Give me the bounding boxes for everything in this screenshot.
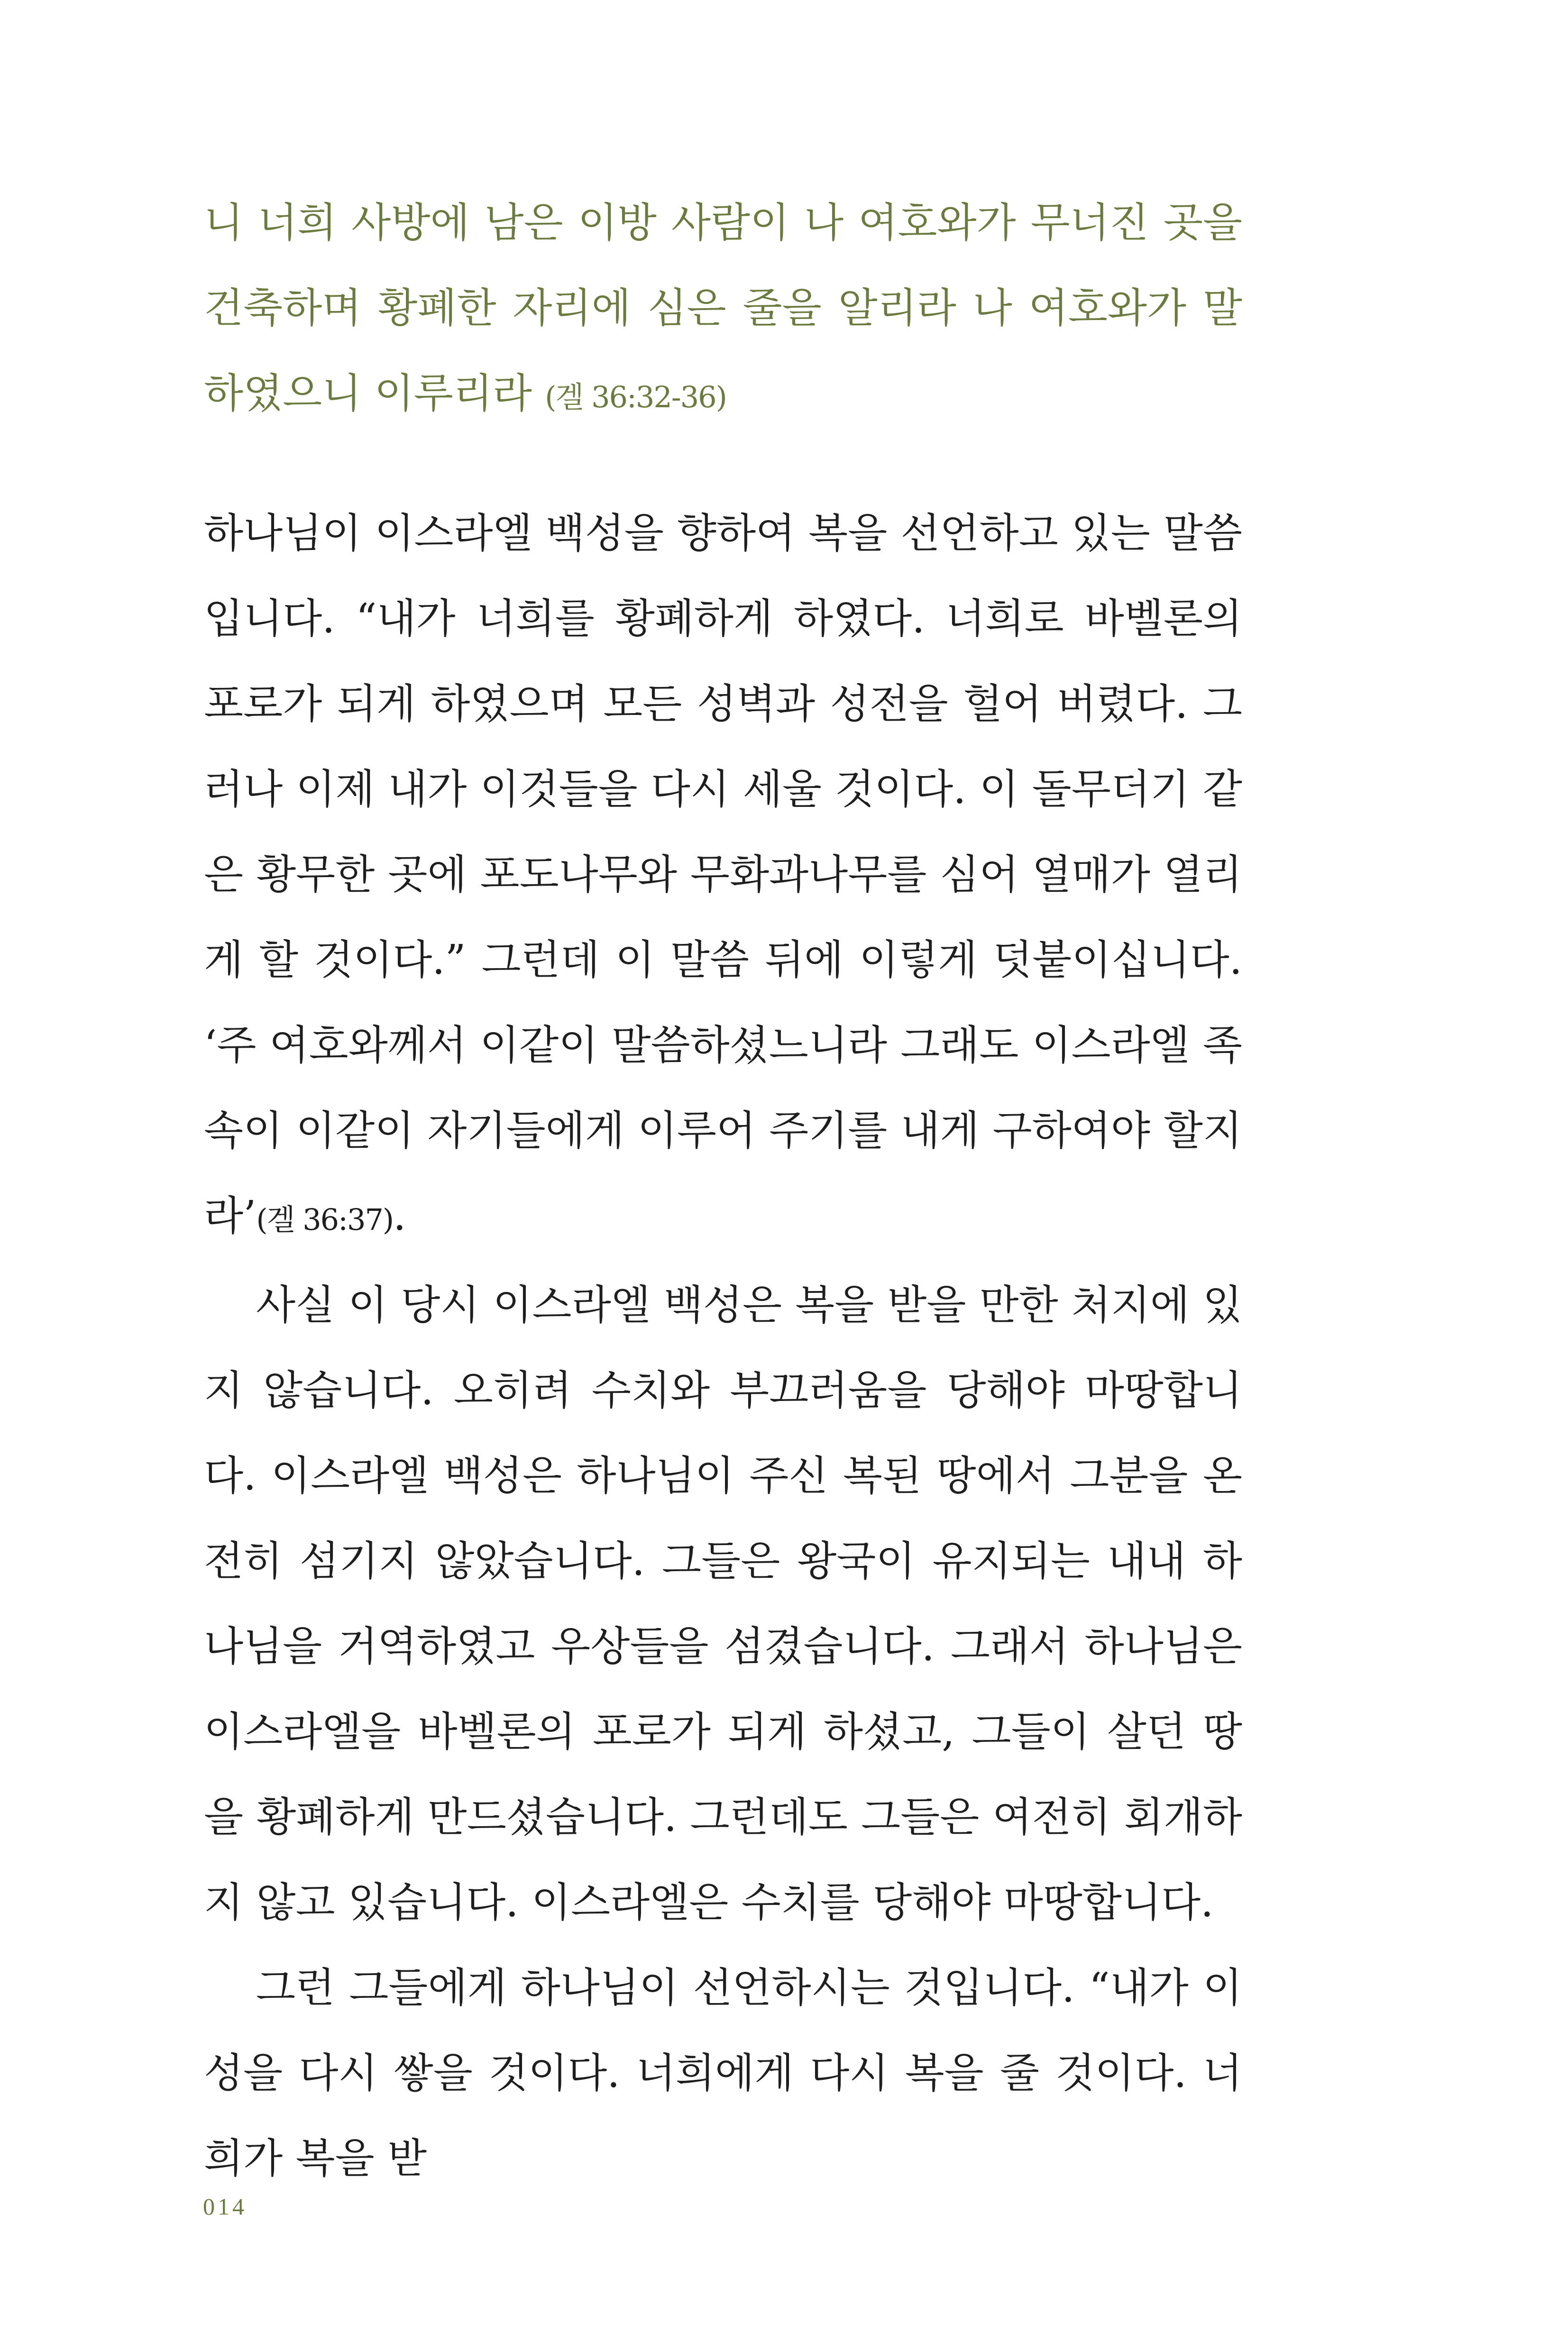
paragraph-3: 그런 그들에게 하나님이 선언하시는 것입니다. “내가 이 성을 다시 쌓을 것이다. 너희에게 다시 복을 줄 것이다. 너희가 복을 받 (204, 1964, 1242, 2182)
scripture-quote (204, 180, 1242, 440)
body-text (204, 491, 1242, 2201)
page-number: 014 (203, 2193, 247, 2220)
paragraph-1-end: . (393, 1192, 406, 1240)
paragraph-1-reference: (겔 36:37) (256, 1202, 394, 1237)
paragraph-1-text: 하나님이 이스라엘 백성을 향하여 복을 선언하고 있는 말씀입니다. “내가 너희를 황폐하게 하였다. 너희로 바벨론의 포로가 되게 하였으며 모든 성벽과 성전을 헐어 버렸다. 그러나 이제 내가 이것들을 다시 세울 것이다. 이 돌무더기 같은 황무한 곳에 포도나무와 무화과나무를 심어 열매가 열리게 할 것이다.” 그런데 이 말씀 뒤에 이렇게 덧붙이십니다. ‘주 여호와께서 이같이 말씀하셨느니라 그래도 이스라엘 족속이 이같이 자기들에게 이루어 주기를 내게 구하여야 할지라’ (204, 510, 1242, 1240)
paragraph-1 (204, 491, 1242, 1263)
scripture-text: 니 너희 사방에 남은 이방 사람이 나 여호와가 무너진 곳을 건축하며 황폐한 자리에 심은 줄을 알리라 나 여호와가 말하였으니 이루리라 (204, 199, 1242, 417)
scripture-reference: (겔 36:32-36) (545, 380, 726, 414)
paragraph-2: 사실 이 당시 이스라엘 백성은 복을 받을 만한 처지에 있지 않습니다. 오히려 수치와 부끄러움을 당해야 마땅합니다. 이스라엘 백성은 하나님이 주신 복된 땅에서 그분을 온전히 섬기지 않았습니다. 그들은 왕국이 유지되는 내내 하나님을 거역하였고 우상들을 섬겼습니다. 그래서 하나님은 이스라엘을 바벨론의 포로가 되게 하셨고, 그들이 살던 땅을 황폐하게 만드셨습니다. 그런데도 그들은 여전히 회개하지 않고 있습니다. 이스라엘은 수치를 당해야 마땅합니다. (204, 1281, 1242, 1926)
